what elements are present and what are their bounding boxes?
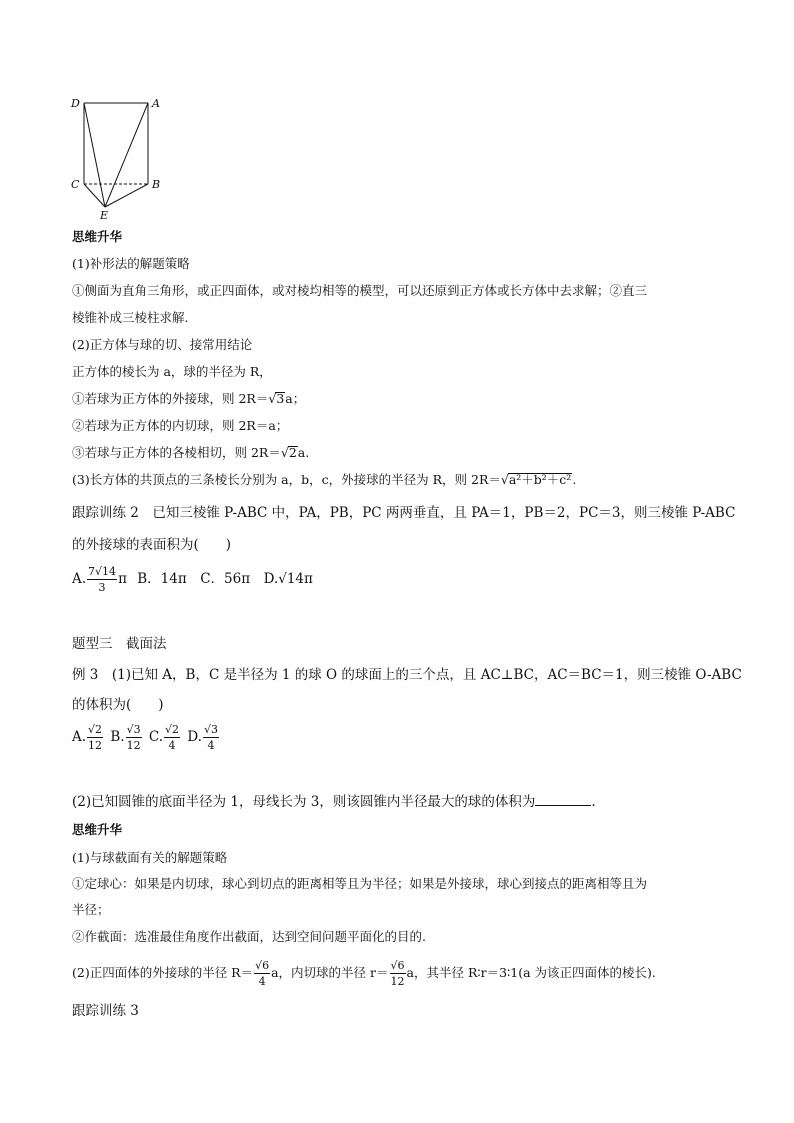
exercise-2-options: A. $\frac{7√14}{3}$ π B．14π C．56π D.√14π bbox=[72, 565, 313, 594]
label-B: B bbox=[152, 178, 161, 191]
cube-sphere-setup: 正方体的棱长为 a，球的半径为 R， bbox=[72, 364, 272, 379]
section-3-title: 题型三 截面法 bbox=[72, 636, 167, 652]
tetrahedron-radii: (2)正四面体的外接球的半径 R＝ $\frac{√6}{4}$ a，内切球的半径 r＝ $\frac{√6}{12}$ a，其半径 R∶r＝3∶1(a 为该正四面体的棱长). bbox=[72, 959, 656, 988]
edge-AE bbox=[105, 103, 148, 207]
prism-figure bbox=[66, 94, 166, 224]
heading-summary-2: 思维升华 bbox=[72, 822, 123, 837]
example-3-line-2: 的体积为( ) bbox=[72, 697, 164, 713]
example-3-part-2: (2)已知圆锥的底面半径为 1，母线长为 3，则该圆锥内半径最大的球的体积为 . bbox=[72, 794, 596, 810]
cube-sphere-title: (2)正方体与球的切、接常用结论 bbox=[72, 337, 253, 352]
label-C: C bbox=[71, 178, 80, 191]
section-strategy-line-3: ②作截面：选准最佳角度作出截面，达到空间问题平面化的目的. bbox=[72, 929, 426, 944]
label-E: E bbox=[100, 209, 109, 222]
cube-inscribed: ②若球为正方体的内切球，则 2R＝a； bbox=[72, 418, 289, 433]
exercise-2-line-1: 跟踪训练 2 已知三棱锥 P-ABC 中，PA，PB，PC 两两垂直，且 PA＝1，PB＝2，PC＝3，则三棱锥 P-ABC bbox=[72, 505, 736, 521]
edge-CE bbox=[84, 184, 105, 207]
heading-summary-1: 思维升华 bbox=[72, 229, 123, 244]
section-strategy-line-1: ①定球心：如果是内切球，球心到切点的距离相等且为半径；如果是外接球，球心到接点的距离相等且为 bbox=[72, 876, 648, 891]
option-a-fraction: $\frac{7√14}{3}$ bbox=[88, 565, 117, 594]
edge-DE bbox=[84, 103, 105, 207]
strategy-line-2: 棱锥补成三棱柱求解. bbox=[72, 310, 189, 325]
example-3-options: A. $\frac{√2}{12}$ B. $\frac{√3}{12}$ C. $\frac{√2}{4}$ D. $\frac{√3}{4}$ bbox=[72, 723, 218, 752]
cube-circumscribed: ①若球为正方体的外接球，则 2R＝√3a； bbox=[72, 391, 306, 406]
example-3-line-1: 例 3 (1)已知 A，B，C 是半径为 1 的球 O 的球面上的三个点，且 AC⊥BC，AC＝BC＝1，则三棱锥 O-ABC bbox=[72, 667, 742, 683]
cube-edge-tangent: ③若球与正方体的各棱相切，则 2R＝√2a. bbox=[72, 445, 310, 460]
strategy-title: (1)补形法的解题策略 bbox=[72, 256, 190, 271]
label-D: D bbox=[71, 97, 80, 110]
exercise-3-title: 跟踪训练 3 bbox=[72, 1003, 139, 1019]
cuboid-circumscribed: (3)长方体的共顶点的三条棱长分别为 a，b，c，外接球的半径为 R，则 2R＝√a²＋b²＋c². bbox=[72, 472, 577, 487]
answer-blank bbox=[535, 793, 591, 806]
section-strategy-title: (1)与球截面有关的解题策略 bbox=[72, 850, 228, 865]
label-A: A bbox=[152, 97, 160, 110]
edge-BE bbox=[105, 184, 148, 207]
strategy-line-1: ①侧面为直角三角形，或正四面体，或对棱均相等的模型，可以还原到正方体或长方体中去求解；②直三 bbox=[72, 283, 648, 298]
section-strategy-line-2: 半径； bbox=[72, 902, 110, 917]
exercise-2-line-2: 的外接球的表面积为( ) bbox=[72, 537, 232, 553]
